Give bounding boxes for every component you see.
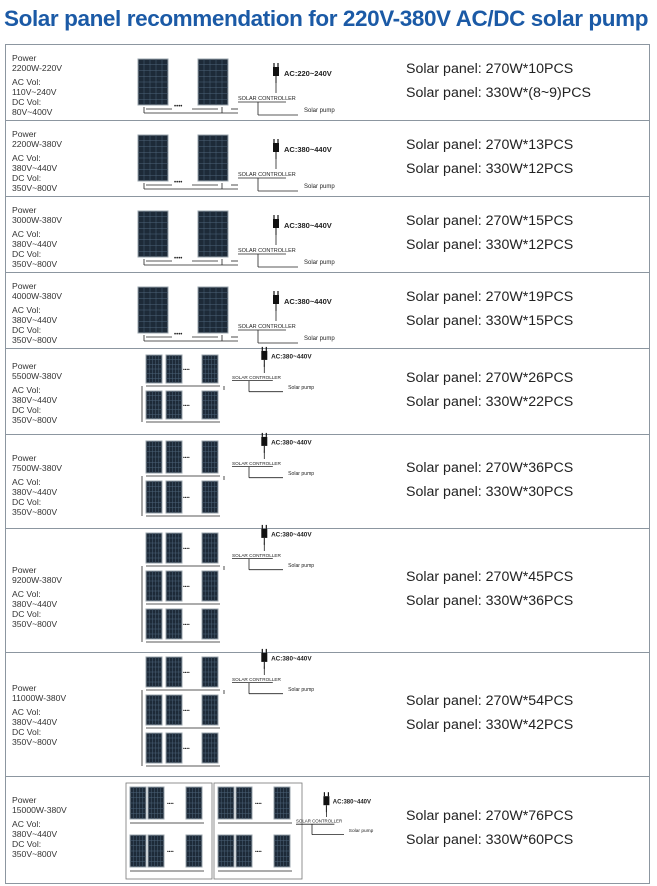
solar-panel-icon bbox=[148, 835, 164, 867]
wiring-diagram bbox=[6, 653, 376, 777]
ellipsis-dots: •••• bbox=[167, 850, 174, 855]
table-row bbox=[6, 273, 649, 349]
pump-label: Solar pump bbox=[304, 336, 335, 342]
ac-voltage-label: AC Vol: bbox=[12, 77, 41, 87]
pump-label: Solar pump bbox=[288, 563, 315, 570]
solar-panel-icon bbox=[138, 287, 168, 333]
wiring-diagram bbox=[6, 273, 376, 349]
solar-panel-icon bbox=[202, 441, 218, 473]
ac-voltage-label: AC Vol: bbox=[12, 385, 41, 395]
wiring-diagram bbox=[6, 529, 376, 653]
ac-input-label: AC:380~440V bbox=[271, 439, 312, 447]
dc-voltage-label: DC Vol: bbox=[12, 97, 42, 107]
ac-voltage-value: 380V~440V bbox=[12, 315, 58, 325]
ac-voltage-value: 380V~440V bbox=[12, 163, 58, 173]
power-value: 7500W-380V bbox=[12, 463, 63, 473]
controller-label: SOLAR CONTROLLER bbox=[238, 324, 296, 330]
recommendation-330w: Solar panel: 330W*(8~9)PCS bbox=[406, 85, 591, 101]
ellipsis-dots: •••• bbox=[183, 547, 190, 552]
recommendation-330w: Solar panel: 330W*42PCS bbox=[406, 717, 574, 733]
recommendation-270w: Solar panel: 270W*76PCS bbox=[406, 808, 574, 824]
dc-voltage-label: DC Vol: bbox=[12, 609, 42, 619]
ac-plug-icon bbox=[273, 291, 279, 311]
pump-label: Solar pump bbox=[304, 108, 335, 114]
recommendation-270w: Solar panel: 270W*10PCS bbox=[406, 61, 574, 77]
ac-voltage-value: 380V~440V bbox=[12, 599, 58, 609]
dc-voltage-value: 350V~800V bbox=[12, 415, 58, 425]
ac-voltage-label: AC Vol: bbox=[12, 819, 41, 829]
solar-panel-icon bbox=[202, 355, 218, 383]
panel-recommendation bbox=[406, 804, 573, 852]
solar-panel-icon bbox=[186, 787, 202, 819]
ac-voltage-label: AC Vol: bbox=[12, 229, 41, 239]
wiring-diagram bbox=[6, 349, 376, 435]
recommendation-330w: Solar panel: 330W*15PCS bbox=[406, 313, 574, 329]
power-label: Power bbox=[12, 53, 37, 63]
ac-plug-icon bbox=[261, 433, 267, 453]
ac-plug-icon bbox=[273, 63, 279, 83]
solar-panel-icon bbox=[166, 695, 182, 725]
page-title: Solar panel recommendation for 220V-380V AC/DC solar pump bbox=[4, 6, 649, 31]
solar-panel-icon bbox=[166, 391, 182, 419]
table-row bbox=[6, 121, 649, 197]
solar-panel-icon bbox=[148, 787, 164, 819]
ac-voltage-value: 380V~440V bbox=[12, 487, 58, 497]
panel-recommendation bbox=[406, 285, 573, 333]
power-value: 9200W-380V bbox=[12, 575, 63, 585]
solar-panel-icon bbox=[146, 441, 162, 473]
ac-voltage-value: 110V~240V bbox=[12, 87, 57, 97]
solar-panel-icon bbox=[166, 481, 182, 513]
solar-panel-icon bbox=[198, 135, 228, 181]
recommendation-330w: Solar panel: 330W*12PCS bbox=[406, 237, 574, 253]
ellipsis-dots: •••• bbox=[183, 368, 190, 373]
solar-panel-icon bbox=[146, 355, 162, 383]
ellipsis-dots: •••• bbox=[174, 180, 183, 186]
solar-panel-icon bbox=[146, 533, 162, 563]
wiring-diagram bbox=[6, 435, 376, 529]
recommendation-270w: Solar panel: 270W*36PCS bbox=[406, 460, 574, 476]
solar-panel-icon bbox=[130, 835, 146, 867]
recommendation-270w: Solar panel: 270W*45PCS bbox=[406, 569, 574, 585]
ellipsis-dots: •••• bbox=[174, 104, 183, 110]
solar-panel-icon bbox=[166, 609, 182, 639]
ac-voltage-label: AC Vol: bbox=[12, 589, 41, 599]
pump-label: Solar pump bbox=[288, 385, 315, 392]
solar-panel-icon bbox=[202, 571, 218, 601]
dc-voltage-label: DC Vol: bbox=[12, 839, 42, 849]
recommendation-330w: Solar panel: 330W*30PCS bbox=[406, 484, 574, 500]
dc-voltage-label: DC Vol: bbox=[12, 405, 42, 415]
solar-panel-icon bbox=[218, 835, 234, 867]
controller-label: SOLAR CONTROLLER bbox=[232, 460, 281, 466]
controller-label: SOLAR CONTROLLER bbox=[238, 96, 296, 102]
recommendation-330w: Solar panel: 330W*22PCS bbox=[406, 394, 574, 410]
solar-panel-icon bbox=[202, 481, 218, 513]
table-row bbox=[6, 349, 649, 435]
pump-label: Solar pump bbox=[288, 471, 315, 478]
ellipsis-dots: •••• bbox=[174, 256, 183, 262]
solar-panel-icon bbox=[166, 441, 182, 473]
dc-voltage-value: 350V~800V bbox=[12, 619, 58, 629]
ac-input-label: AC:380~440V bbox=[271, 655, 312, 663]
solar-panel-icon bbox=[236, 835, 252, 867]
dc-voltage-value: 350V~800V bbox=[12, 507, 58, 517]
ellipsis-dots: •••• bbox=[183, 585, 190, 590]
panel-recommendation bbox=[406, 133, 573, 181]
recommendation-270w: Solar panel: 270W*13PCS bbox=[406, 137, 574, 153]
solar-panel-icon bbox=[202, 609, 218, 639]
ellipsis-dots: •••• bbox=[183, 709, 190, 714]
table-row bbox=[6, 529, 649, 653]
ellipsis-dots: •••• bbox=[255, 802, 262, 807]
pump-label: Solar pump bbox=[304, 260, 335, 266]
ac-voltage-value: 380V~440V bbox=[12, 239, 58, 249]
ac-input-label: AC:380~440V bbox=[284, 297, 332, 306]
ac-voltage-label: AC Vol: bbox=[12, 153, 41, 163]
pump-label: Solar pump bbox=[348, 829, 374, 835]
ellipsis-dots: •••• bbox=[183, 496, 190, 501]
ac-voltage-value: 380V~440V bbox=[12, 717, 58, 727]
wiring-diagram bbox=[6, 197, 376, 273]
pump-label: Solar pump bbox=[288, 687, 315, 694]
controller-label: SOLAR CONTROLLER bbox=[296, 818, 343, 824]
ac-voltage-value: 380V~440V bbox=[12, 395, 58, 405]
ac-input-label: AC:380~440V bbox=[271, 531, 312, 539]
power-value: 5500W-380V bbox=[12, 371, 63, 381]
recommendation-330w: Solar panel: 330W*36PCS bbox=[406, 593, 574, 609]
solar-panel-icon bbox=[130, 787, 146, 819]
solar-panel-icon bbox=[198, 287, 228, 333]
power-label: Power bbox=[12, 281, 37, 291]
power-value: 3000W-380V bbox=[12, 215, 63, 225]
ellipsis-dots: •••• bbox=[183, 404, 190, 409]
dc-voltage-value: 350V~800V bbox=[12, 335, 58, 345]
dc-voltage-label: DC Vol: bbox=[12, 325, 42, 335]
controller-label: SOLAR CONTROLLER bbox=[232, 676, 281, 682]
panel-recommendation bbox=[406, 689, 573, 737]
power-label: Power bbox=[12, 795, 37, 805]
solar-panel-icon bbox=[166, 355, 182, 383]
solar-panel-icon bbox=[198, 59, 228, 105]
power-label: Power bbox=[12, 683, 37, 693]
recommendation-270w: Solar panel: 270W*19PCS bbox=[406, 289, 574, 305]
dc-voltage-value: 350V~800V bbox=[12, 737, 58, 747]
solar-panel-icon bbox=[146, 695, 162, 725]
power-label: Power bbox=[12, 205, 37, 215]
solar-panel-icon bbox=[138, 59, 168, 105]
power-value: 2200W-220V bbox=[12, 63, 63, 73]
solar-panel-icon bbox=[166, 657, 182, 687]
solar-panel-icon bbox=[186, 835, 202, 867]
dc-voltage-value: 350V~800V bbox=[12, 259, 58, 269]
recommendation-270w: Solar panel: 270W*54PCS bbox=[406, 693, 574, 709]
panel-recommendation bbox=[406, 565, 573, 613]
solar-panel-icon bbox=[146, 481, 162, 513]
controller-label: SOLAR CONTROLLER bbox=[232, 374, 281, 380]
controller-label: SOLAR CONTROLLER bbox=[238, 248, 296, 254]
ellipsis-dots: •••• bbox=[255, 850, 262, 855]
wiring-diagram bbox=[6, 777, 376, 883]
solar-panel-icon bbox=[146, 571, 162, 601]
controller-label: SOLAR CONTROLLER bbox=[238, 172, 296, 178]
power-value: 2200W-380V bbox=[12, 139, 63, 149]
ellipsis-dots: •••• bbox=[183, 623, 190, 628]
recommendation-330w: Solar panel: 330W*60PCS bbox=[406, 832, 574, 848]
solar-panel-icon bbox=[166, 533, 182, 563]
ellipsis-dots: •••• bbox=[174, 332, 183, 338]
solar-panel-icon bbox=[202, 695, 218, 725]
ac-input-label: AC:380~440V bbox=[271, 353, 312, 361]
table-row bbox=[6, 777, 649, 883]
table-row bbox=[6, 197, 649, 273]
power-value: 11000W-380V bbox=[12, 693, 67, 703]
power-label: Power bbox=[12, 453, 37, 463]
dc-voltage-label: DC Vol: bbox=[12, 727, 42, 737]
solar-panel-icon bbox=[146, 733, 162, 763]
recommendation-270w: Solar panel: 270W*15PCS bbox=[406, 213, 574, 229]
dc-voltage-value: 80V~400V bbox=[12, 107, 53, 117]
pump-label: Solar pump bbox=[304, 184, 335, 190]
ac-input-label: AC:380~440V bbox=[284, 221, 332, 230]
solar-panel-icon bbox=[138, 135, 168, 181]
recommendation-330w: Solar panel: 330W*12PCS bbox=[406, 161, 574, 177]
table-row bbox=[6, 45, 649, 121]
solar-panel-icon bbox=[236, 787, 252, 819]
ellipsis-dots: •••• bbox=[167, 802, 174, 807]
ac-input-label: AC:380~440V bbox=[332, 799, 372, 806]
wiring-diagram bbox=[6, 45, 376, 121]
solar-panel-icon bbox=[146, 391, 162, 419]
ac-voltage-label: AC Vol: bbox=[12, 305, 41, 315]
dc-voltage-label: DC Vol: bbox=[12, 173, 42, 183]
solar-panel-icon bbox=[202, 391, 218, 419]
ac-input-label: AC:220~240V bbox=[284, 69, 332, 78]
ellipsis-dots: •••• bbox=[183, 456, 190, 461]
power-label: Power bbox=[12, 129, 37, 139]
ellipsis-dots: •••• bbox=[183, 671, 190, 676]
panel-recommendation bbox=[406, 456, 573, 504]
power-label: Power bbox=[12, 565, 37, 575]
solar-panel-icon bbox=[166, 571, 182, 601]
ac-input-label: AC:380~440V bbox=[284, 145, 332, 154]
ac-plug-icon bbox=[261, 347, 267, 367]
ac-voltage-value: 380V~440V bbox=[12, 829, 58, 839]
dc-voltage-value: 350V~800V bbox=[12, 183, 58, 193]
solar-panel-icon bbox=[146, 657, 162, 687]
solar-panel-icon bbox=[218, 787, 234, 819]
solar-panel-icon bbox=[274, 835, 290, 867]
recommendation-270w: Solar panel: 270W*26PCS bbox=[406, 370, 574, 386]
panel-recommendation bbox=[406, 209, 573, 257]
power-label: Power bbox=[12, 361, 37, 371]
solar-panel-icon bbox=[202, 533, 218, 563]
dc-voltage-label: DC Vol: bbox=[12, 249, 42, 259]
ac-voltage-label: AC Vol: bbox=[12, 707, 41, 717]
panel-recommendation bbox=[406, 57, 591, 105]
solar-panel-icon bbox=[138, 211, 168, 257]
solar-panel-icon bbox=[166, 733, 182, 763]
table-row bbox=[6, 653, 649, 777]
solar-panel-icon bbox=[198, 211, 228, 257]
ellipsis-dots: •••• bbox=[183, 747, 190, 752]
power-value: 15000W-380V bbox=[12, 805, 67, 815]
dc-voltage-label: DC Vol: bbox=[12, 497, 42, 507]
solar-panel-icon bbox=[146, 609, 162, 639]
dc-voltage-value: 350V~800V bbox=[12, 849, 58, 859]
power-value: 4000W-380V bbox=[12, 291, 63, 301]
table-row bbox=[6, 435, 649, 529]
solar-panel-icon bbox=[202, 657, 218, 687]
ac-plug-icon bbox=[273, 139, 279, 159]
recommendation-table bbox=[5, 44, 650, 884]
wiring-diagram bbox=[6, 121, 376, 197]
ac-plug-icon bbox=[273, 215, 279, 235]
solar-panel-icon bbox=[202, 733, 218, 763]
controller-label: SOLAR CONTROLLER bbox=[232, 552, 281, 558]
solar-panel-icon bbox=[274, 787, 290, 819]
panel-recommendation bbox=[406, 366, 573, 414]
ac-voltage-label: AC Vol: bbox=[12, 477, 41, 487]
